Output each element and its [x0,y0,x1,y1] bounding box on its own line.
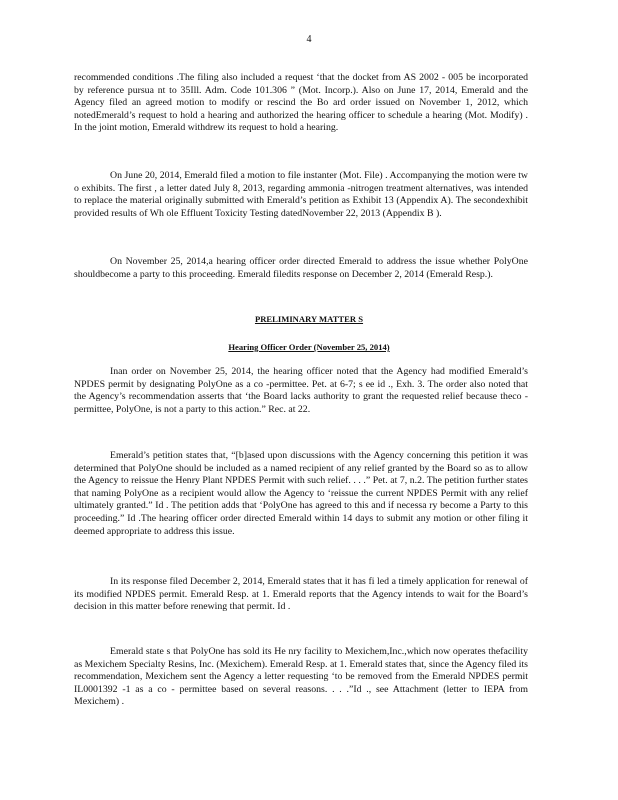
paragraph-order-november-25: Inan order on November 25, 2014, the hearing officer noted that the Agency had modified Emerald’s NPDES permit by designating PolyOne as a co -permittee. Pet. at 6-7; s ee id ., Exh. 3. The order also noted that the Agency’s recommendation asserts that ‘the Board lacks authority to grant the requested relief because theco - permittee, PolyOne, is not a party to this action.” Rec. at 22. [74,366,528,415]
paragraph-motion-incorporate: recommended conditions .The filing also included a request ‘that the docket from AS 2002 - 005 be incorporated by reference pursua nt to 35Ill. Adm. Code 101.306 ” (Mot. Incorp.). Also on June 17, 2014, Emerald and the Agency filed an agreed motion to modify or rescind the Bo ard order issued on November 1, 2012, which notedEmerald’s request to hold a hearing and authorized the hearing officer to schedule a hearing (Mot. Modify) . In the joint motion, Emerald withdrew its request to hold a hearing. [74,72,528,134]
paragraph-motion-instanter: On June 20, 2014, Emerald filed a motion to file instanter (Mot. File) . Accompanying the motion were tw o exhibits. The first , a letter dated July 8, 2013, regarding ammonia -nitrogen treatment alternatives, was intended to replace the material originally submitted with Emerald’s petition as Exhibit 13 (Appendix A). The secondexhibit provided results of Wh ole Effluent Toxicity Testing datedNovember 22, 2013 (Appendix B ). [74,170,528,219]
paragraph-hearing-officer-order-date: On November 25, 2014,a hearing officer order directed Emerald to address the issue whether PolyOne shouldbecome a party to this proceeding. Emerald filedits response on December 2, 2014 (Emerald Resp.). [74,256,528,280]
paragraph-emerald-response: In its response filed December 2, 2014, Emerald states that it has fi led a timely application for renewal of its modified NPDES permit. Emerald Resp. at 1. Emerald reports that the Agency intends to wait for the Board’s decision in this matter before renewing that permit. Id . [74,576,528,613]
paragraph-emerald-petition: Emerald’s petition states that, “[b]ased upon discussions with the Agency concerning this petition it was determined that PolyOne should be included as a named recipient of any relief granted by the Board so as to allow the Agency to reissue the Henry Plant NPDES Permit with such relief. . . .” Pet. at 7, n.2. The petition further states that naming PolyOne as a recipient would allow the Agency to ‘reissue the current NPDES Permit with any relief ultimately granted.” Id . The petition adds that ‘PolyOne has agreed to this and if necessa ry become a Party to this proceeding.” Id .The hearing officer order directed Emerald within 14 days to submit any motion or other filing it deemed appropriate to address this issue. [74,450,528,537]
paragraph-mexichem: Emerald state s that PolyOne has sold its He nry facility to Mexichem,Inc.,which now operates thefacility as Mexichem Specialty Resins, Inc. (Mexichem). Emerald Resp. at 1. Emerald states that, since the Agency filed its recommendation, Mexichem sent the Agency a letter requesting ‘to be removed from the Emerald NPDES permit IL0001392 -1 as a co - permittee based on several reasons. . . .”Id ., see Attachment (letter to IEPA from Mexichem) . [74,646,528,708]
subsection-heading-hearing-officer-order: Hearing Officer Order (November 25, 2014) [228,342,390,352]
page-number: 4 [306,34,312,45]
section-heading-preliminary-matters: PRELIMINARY MATTER S [254,314,364,324]
